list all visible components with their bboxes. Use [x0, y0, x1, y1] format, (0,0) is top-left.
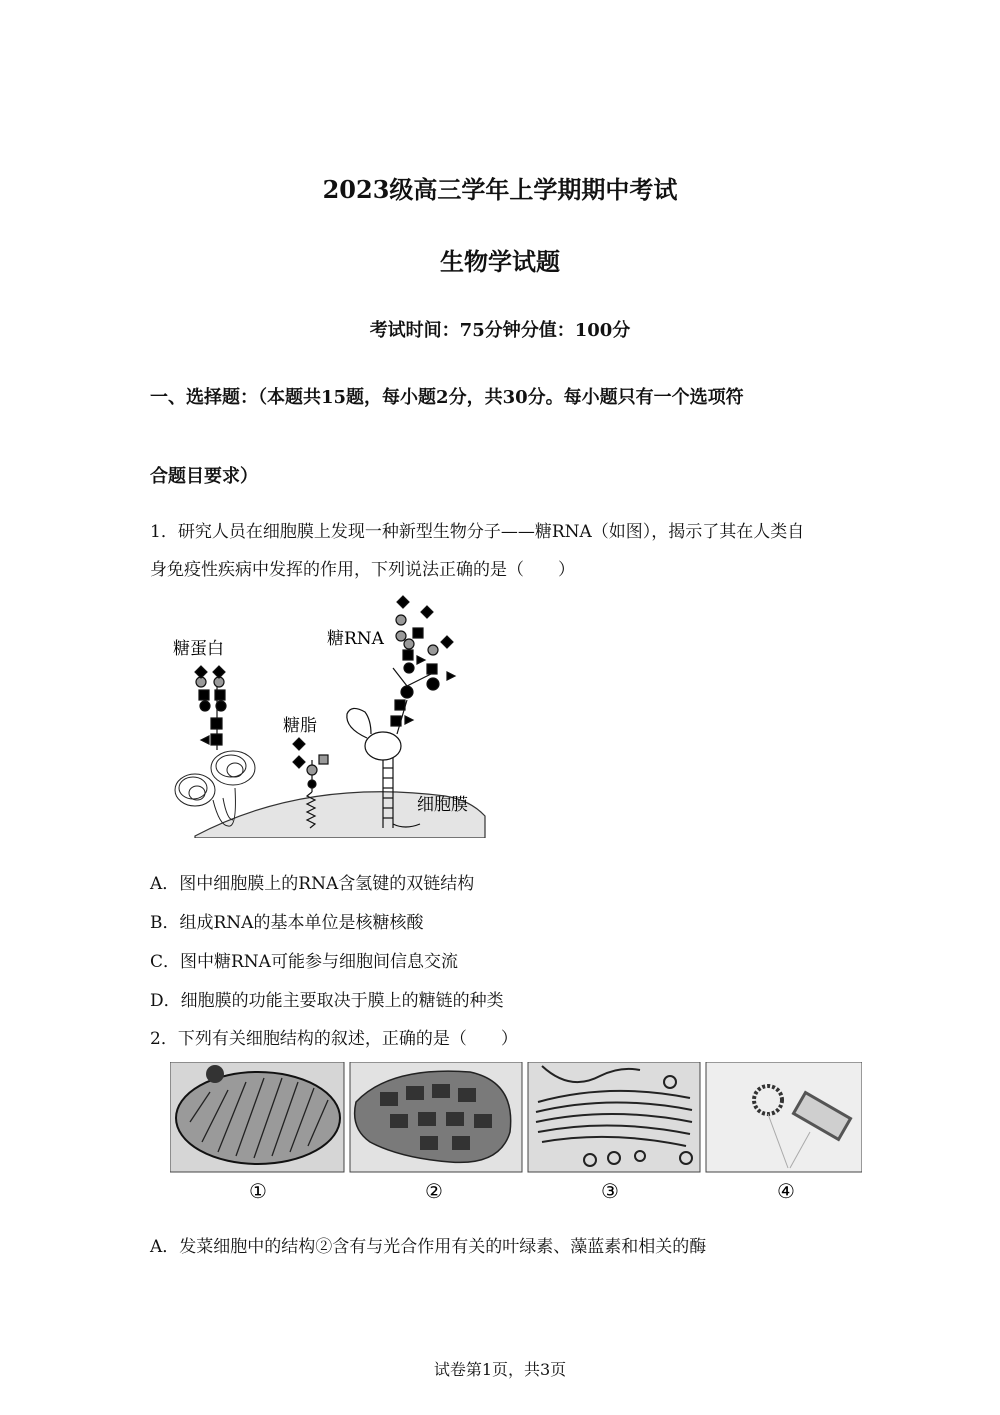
label-glycoprotein: 糖蛋白 [173, 639, 224, 659]
micrograph-label-3: ③ [601, 1179, 619, 1202]
label-glycolipid: 糖脂 [283, 716, 317, 736]
micrograph-golgi [528, 1062, 700, 1172]
section-heading-line1: 一、选择题：（本题共15题，每小题2分，共30分。每小题只有一个选项符 [150, 387, 744, 408]
subject-title: 生物学试题 [440, 247, 560, 276]
exam-info: 考试时间：75分钟分值：100分 [369, 320, 631, 341]
micrograph-label-1: ① [249, 1179, 267, 1202]
section-heading-line2: 合题目要求） [150, 466, 258, 487]
q2-figure [170, 1062, 862, 1202]
micrograph-mitochondrion [170, 1062, 344, 1172]
q1-option-d: D．细胞膜的功能主要取决于膜上的糖链的种类 [150, 991, 504, 1011]
micrograph-centrosome [706, 1062, 862, 1172]
q1-option-b: B．组成RNA的基本单位是核糖核酸 [150, 913, 424, 933]
micrograph-label-2: ② [425, 1179, 443, 1202]
micrograph-chloroplast [350, 1062, 522, 1172]
q1-option-a: A．图中细胞膜上的RNA含氢键的双链结构 [150, 874, 475, 894]
q2-stem: 2．下列有关细胞结构的叙述，正确的是（ ） [150, 1029, 518, 1049]
exam-title: 2023级高三学年上学期期中考试 [322, 175, 678, 204]
q1-option-c: C．图中糖RNA可能参与细胞间信息交流 [150, 952, 458, 972]
micrograph-label-4: ④ [777, 1179, 795, 1202]
q1-stem-line2: 身免疫性疾病中发挥的作用，下列说法正确的是（ ） [150, 560, 575, 580]
glyco-rna-diagram [165, 588, 495, 838]
label-cell-membrane: 细胞膜 [417, 795, 468, 815]
glycoprotein-sugar-chain [195, 666, 226, 750]
page-footer: 试卷第1页，共3页 [433, 1360, 567, 1379]
q1-stem-line1: 1．研究人员在细胞膜上发现一种新型生物分子——糖RNA（如图），揭示了其在人类自 [150, 522, 805, 542]
q1-figure [165, 588, 495, 838]
label-glyco-rna: 糖RNA [327, 629, 384, 649]
organelle-micrographs [170, 1062, 862, 1202]
q2-option-a: A．发菜细胞中的结构②含有与光合作用有关的叶绿素、藻蓝素和相关的酶 [150, 1237, 707, 1257]
